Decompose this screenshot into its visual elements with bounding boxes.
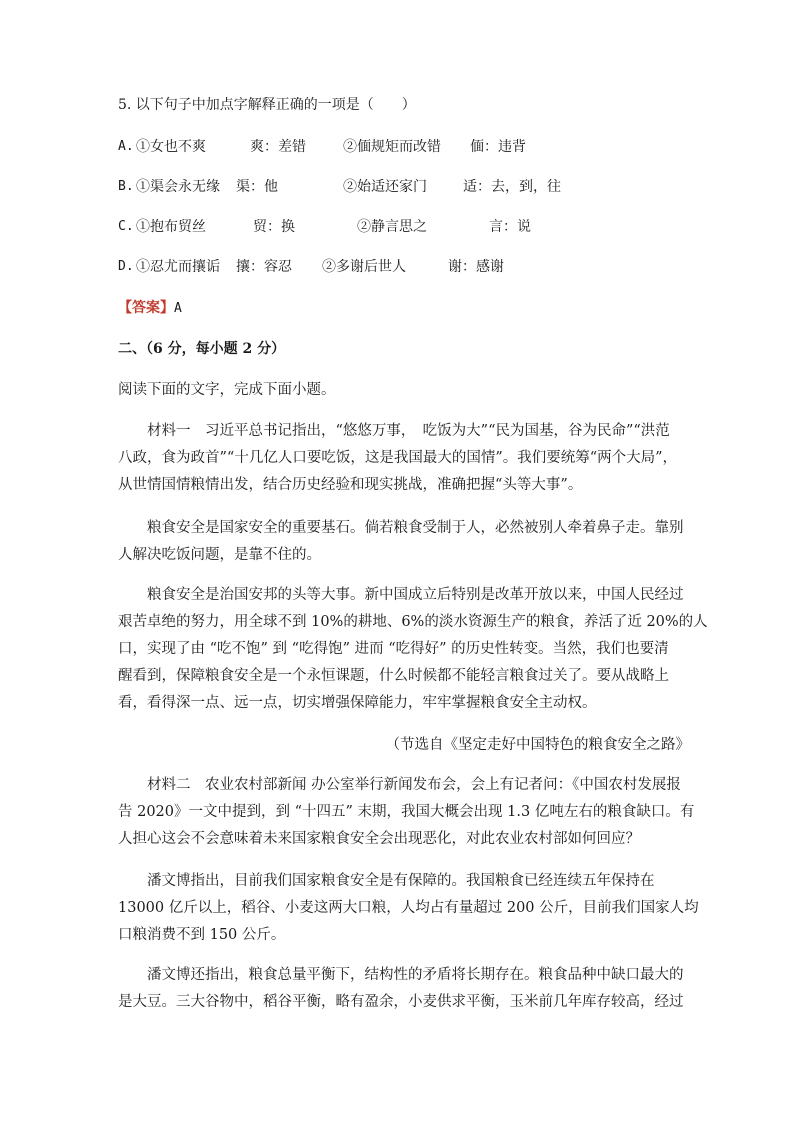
option-b-letter: B.	[118, 179, 134, 194]
material-1-source: （节选自《坚定走好中国特色的粮食安全之路》	[385, 737, 690, 753]
text-line: 材料二 农业农村部新闻 办公室举行新闻发布会，会上有记者问：《中国农村发展报	[147, 777, 681, 793]
option-a-letter: A.	[118, 139, 134, 154]
section-2-instruction: 阅读下面的文字，完成下面小题。	[118, 382, 336, 398]
answer-label: 【答案】	[118, 300, 174, 316]
section-2-heading: 二、（6 分，每小题 2 分）	[118, 341, 286, 357]
answer-line	[118, 299, 182, 318]
material-2-paragraph-2	[118, 868, 699, 949]
text-line: 潘文博指出，目前我们国家粮食安全是有保障的。我国粮食已经连续五年保持在	[147, 873, 655, 889]
option-c-sentence-1: ①抱布贸丝	[136, 219, 206, 235]
text-line: 看，看得深一点、远一点，切实增强保障能力，牢牢掌握粮食安全主动权。	[118, 695, 597, 711]
text-line: 从世情国情粮情出发，结合历史经验和现实挑战，准确把握“头等大事”。	[118, 477, 583, 493]
option-c-gloss-2: 言：说	[489, 219, 531, 235]
option-b-gloss-1: 渠：他	[236, 179, 278, 195]
option-a-sentence-2: ②偭规矩而改错	[343, 139, 441, 155]
text-line: 13000 亿斤以上，稻谷、小麦这两大口粮，人均占有量超过 200 公斤，目前我们国家人均	[118, 900, 699, 916]
option-d-gloss-2: 谢：感谢	[448, 259, 504, 275]
text-line: 材料一 习近平总书记指出，“悠悠万事， 吃饭为大”“民为国基，谷为民命”“洪范	[147, 423, 670, 439]
material-1-paragraph-1	[118, 418, 678, 499]
text-line: 艰苦卓绝的努力，用全球不到 10%的耕地、6%的淡水资源生产的粮食，养活了近 20%的人	[118, 614, 708, 630]
text-line: 醒看到，保障粮食安全是一个永恒课题，什么时候都不能轻言粮食过关了。要从战略上	[118, 668, 669, 684]
option-b-sentence-2: ②始适还家门	[343, 179, 427, 195]
text-line: 口，实现了由 “吃不饱” 到 “吃得饱” 进而 “吃得好” 的历史性转变。当然，我们也要清	[118, 641, 669, 657]
text-line: 口粮消费不到 150 公斤。	[118, 927, 286, 943]
text-line: 人担心这会不会意味着未来国家粮食安全会出现恶化，对此农业农村部如何回应？	[118, 831, 640, 847]
question-5-stem: 5. 以下句子中加点字解释正确的一项是（ ）	[118, 97, 416, 113]
text-line: 粮食安全是治国安邦的头等大事。新中国成立后特别是改革开放以来，中国人民经过	[147, 587, 684, 603]
option-b-sentence-1: ①渠会永无缘	[136, 179, 220, 195]
option-d-sentence-1: ①忍尤而攘诟	[136, 259, 220, 275]
text-line: 是大豆。三大谷物中，稻谷平衡，略有盈余，小麦供求平衡，玉米前几年库存较高，经过	[118, 994, 684, 1010]
text-line: 告 2020》一文中提到，到 “十四五” 末期，我国大概会出现 1.3 亿吨左右的粮食缺口。有	[118, 804, 695, 820]
option-d-letter: D.	[118, 259, 134, 274]
material-2-paragraph-3	[118, 962, 684, 1016]
material-2-paragraph-1	[118, 772, 695, 853]
answer-value: A	[174, 301, 182, 316]
material-1-paragraph-3	[118, 582, 708, 717]
material-1-paragraph-2	[118, 515, 684, 569]
text-line: 八政，食为政首”“十几亿人口要吃饭，这是我国最大的国情”。我们要统筹“两个大局”，	[118, 450, 678, 466]
text-line: 潘文博还指出，粮食总量平衡下，结构性的矛盾将长期存在。粮食品种中缺口最大的	[147, 967, 684, 983]
option-c-sentence-2: ②静言思之	[357, 219, 427, 235]
text-line: 粮食安全是国家安全的重要基石。倘若粮食受制于人，必然被别人牵着鼻子走。靠别	[147, 520, 684, 536]
option-d-gloss-1: 攘：容忍	[236, 259, 292, 275]
option-a-gloss-2: 偭：违背	[470, 139, 526, 155]
option-a-sentence-1: ①女也不爽	[136, 139, 206, 155]
option-b-gloss-2: 适：去，到，往	[463, 179, 561, 195]
option-c-gloss-1: 贸：换	[253, 219, 295, 235]
option-a-gloss-1: 爽：差错	[250, 139, 306, 155]
text-line: 人解决吃饭问题，是靠不住的。	[118, 547, 321, 563]
option-c-letter: C.	[118, 219, 134, 234]
option-d-sentence-2: ②多谢后世人	[322, 259, 406, 275]
